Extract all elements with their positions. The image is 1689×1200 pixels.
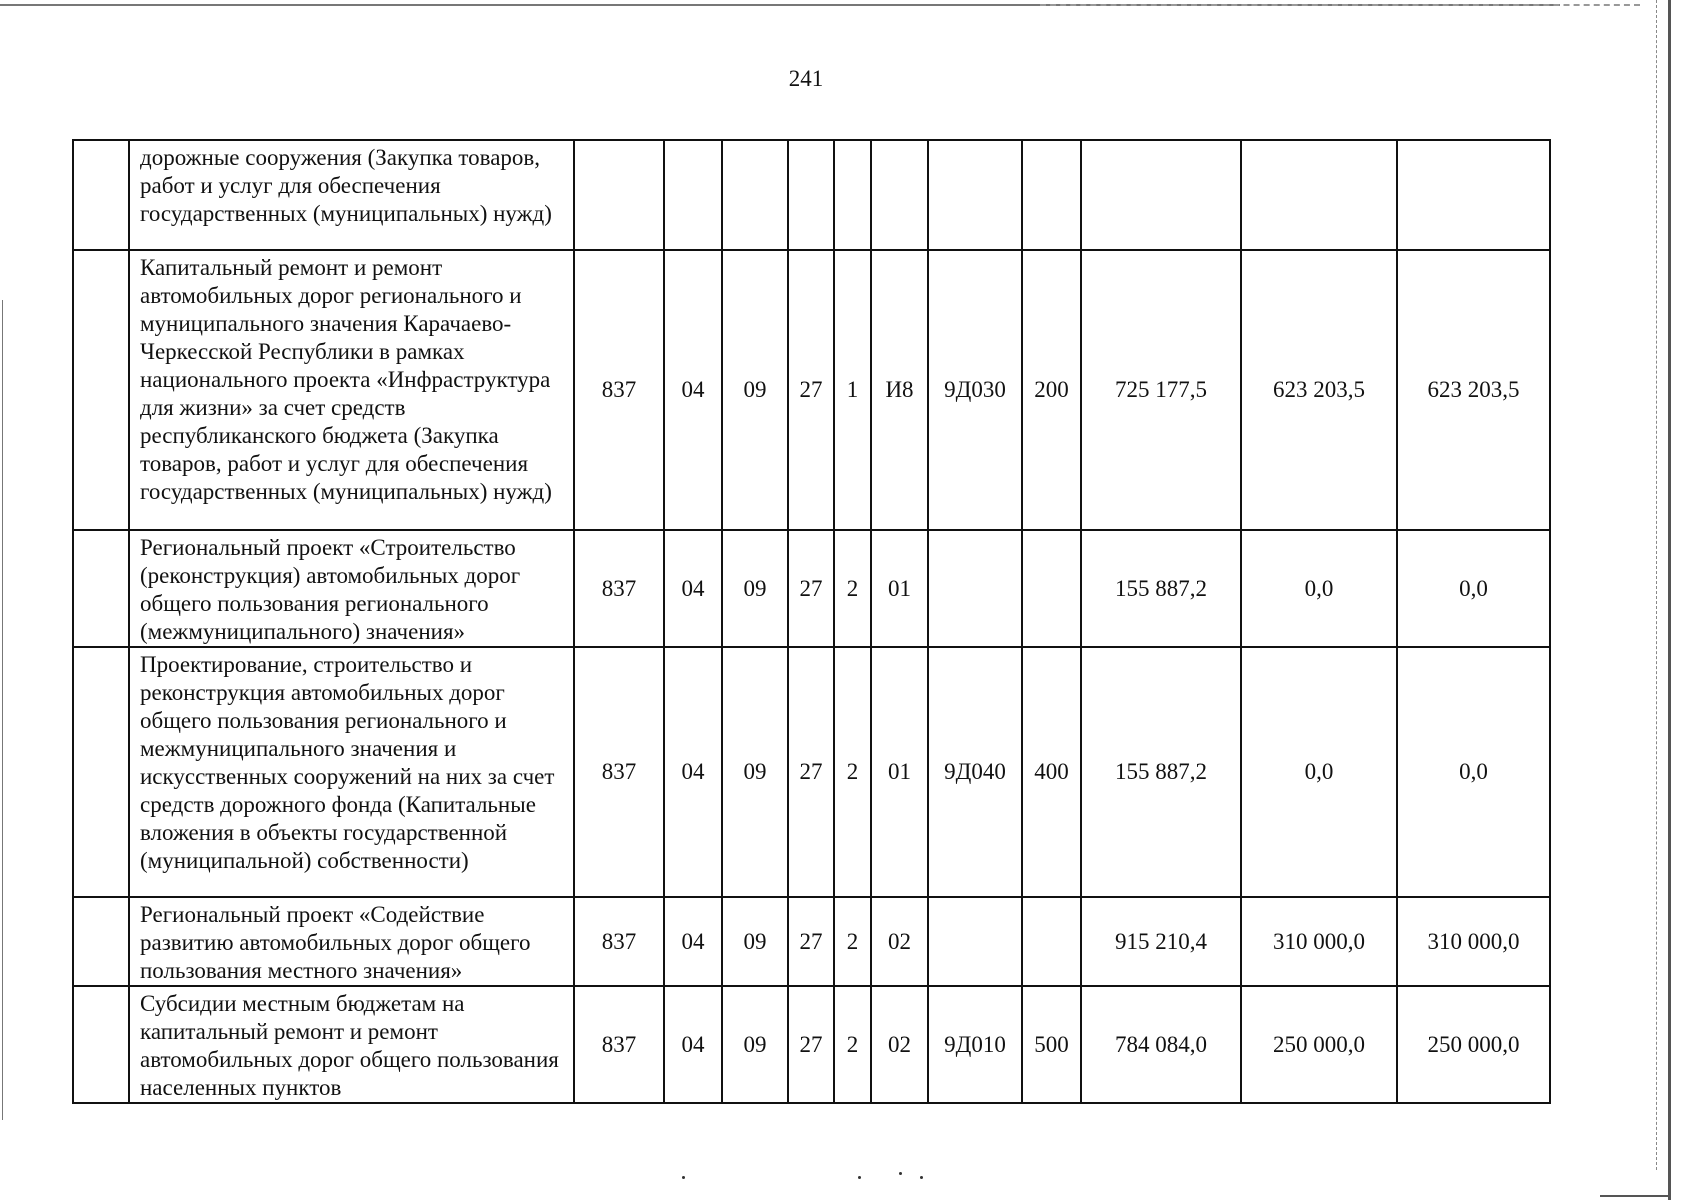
scan-border-bottom	[1600, 1195, 1670, 1197]
sum-year2-cell: 0,0	[1241, 530, 1397, 647]
scan-speck	[920, 1176, 923, 1179]
sum-year1-cell: 915 210,4	[1081, 897, 1241, 986]
vr-cell: 500	[1022, 986, 1081, 1103]
pr-cell: 09	[722, 250, 788, 530]
rz-cell	[664, 140, 722, 250]
sum-year2-cell	[1241, 140, 1397, 250]
cs-direction-cell: 9Д030	[928, 250, 1022, 530]
vr-cell	[1022, 140, 1081, 250]
pr-cell: 09	[722, 530, 788, 647]
table-row	[73, 140, 1550, 250]
sum-year2-cell: 623 203,5	[1241, 250, 1397, 530]
cs-project-cell: И8	[871, 250, 928, 530]
sum-year1-cell: 155 887,2	[1081, 530, 1241, 647]
sum-year3-cell: 310 000,0	[1397, 897, 1550, 986]
table-row	[73, 986, 1550, 1103]
cs-direction-cell: 9Д010	[928, 986, 1022, 1103]
cs-project-cell: 02	[871, 897, 928, 986]
vr-cell: 200	[1022, 250, 1081, 530]
cs-project-cell: 01	[871, 530, 928, 647]
cs-direction-cell	[928, 897, 1022, 986]
sum-year3-cell: 0,0	[1397, 530, 1550, 647]
pr-cell: 09	[722, 986, 788, 1103]
scan-border-right	[1668, 0, 1671, 1200]
page-number: 241	[788, 66, 824, 91]
ved-cell: 837	[574, 250, 664, 530]
cs-direction-cell	[928, 140, 1022, 250]
row-number-cell	[73, 647, 129, 897]
cs-direction-cell	[928, 530, 1022, 647]
item-name-cell: Региональный проект «Содействие развитию автомобильных дорог общего пользования местного значения»	[129, 897, 574, 986]
item-name-cell: Региональный проект «Строительство (реконструкция) автомобильных дорог общего пользования регионального (межмуниципального) значения»	[129, 530, 574, 647]
cs-direction-cell: 9Д040	[928, 647, 1022, 897]
ved-cell: 837	[574, 986, 664, 1103]
cs-type-cell: 2	[834, 897, 871, 986]
row-number-cell	[73, 250, 129, 530]
scan-speck	[858, 1176, 861, 1179]
pr-cell: 09	[722, 647, 788, 897]
cs-program-cell: 27	[788, 250, 834, 530]
item-name-cell: дорожные сооружения (Закупка товаров, работ и услуг для обеспечения государственных (муниципальных) нужд)	[129, 140, 574, 250]
scan-border-right-dashed	[1656, 0, 1657, 1170]
row-number-cell	[73, 897, 129, 986]
rz-cell: 04	[664, 250, 722, 530]
cs-project-cell: 02	[871, 986, 928, 1103]
ved-cell	[574, 140, 664, 250]
ved-cell: 837	[574, 897, 664, 986]
cs-type-cell	[834, 140, 871, 250]
cs-project-cell	[871, 140, 928, 250]
table-row	[73, 897, 1550, 986]
sum-year1-cell	[1081, 140, 1241, 250]
rz-cell: 04	[664, 647, 722, 897]
sum-year1-cell: 784 084,0	[1081, 986, 1241, 1103]
sum-year2-cell: 310 000,0	[1241, 897, 1397, 986]
vr-cell	[1022, 897, 1081, 986]
rz-cell: 04	[664, 897, 722, 986]
table-row	[73, 530, 1550, 647]
cs-type-cell: 2	[834, 647, 871, 897]
scan-speck	[682, 1176, 685, 1179]
item-name-cell: Капитальный ремонт и ремонт автомобильных дорог регионального и муниципального значения Карачаево-Черкесской Республики в рамках национального проекта «Инфраструктура для жизни» за счет средств республиканского бюджета (Закупка товаров, работ и услуг для обеспечения государственных (муниципальных) нужд)	[129, 250, 574, 530]
cs-program-cell	[788, 140, 834, 250]
cs-program-cell: 27	[788, 986, 834, 1103]
cs-type-cell: 2	[834, 530, 871, 647]
rz-cell: 04	[664, 530, 722, 647]
sum-year3-cell: 0,0	[1397, 647, 1550, 897]
scan-border-left	[2, 300, 3, 1120]
rz-cell: 04	[664, 986, 722, 1103]
item-name-cell: Проектирование, строительство и реконструкция автомобильных дорог общего пользования регионального и межмуниципального значения и искусственных сооружений на них за счет средств дорожного фонда (Капитальные вложения в объекты государственной (муниципальной) собственности)	[129, 647, 574, 897]
sum-year3-cell: 250 000,0	[1397, 986, 1550, 1103]
sum-year3-cell: 623 203,5	[1397, 250, 1550, 530]
sum-year3-cell	[1397, 140, 1550, 250]
pr-cell: 09	[722, 897, 788, 986]
cs-type-cell: 1	[834, 250, 871, 530]
item-name-cell: Субсидии местным бюджетам на капитальный ремонт и ремонт автомобильных дорог общего пользования населенных пунктов	[129, 986, 574, 1103]
pr-cell	[722, 140, 788, 250]
table-row	[73, 647, 1550, 897]
row-number-cell	[73, 140, 129, 250]
scan-border-top-dashed	[1040, 4, 1640, 6]
row-number-cell	[73, 530, 129, 647]
cs-program-cell: 27	[788, 530, 834, 647]
scan-speck	[899, 1172, 902, 1175]
table-row	[73, 250, 1550, 530]
vr-cell: 400	[1022, 647, 1081, 897]
cs-project-cell: 01	[871, 647, 928, 897]
sum-year2-cell: 250 000,0	[1241, 986, 1397, 1103]
sum-year1-cell: 725 177,5	[1081, 250, 1241, 530]
sum-year2-cell: 0,0	[1241, 647, 1397, 897]
row-number-cell	[73, 986, 129, 1103]
vr-cell	[1022, 530, 1081, 647]
sum-year1-cell: 155 887,2	[1081, 647, 1241, 897]
cs-program-cell: 27	[788, 647, 834, 897]
ved-cell: 837	[574, 647, 664, 897]
cs-type-cell: 2	[834, 986, 871, 1103]
budget-table	[72, 139, 1551, 1104]
cs-program-cell: 27	[788, 897, 834, 986]
ved-cell: 837	[574, 530, 664, 647]
